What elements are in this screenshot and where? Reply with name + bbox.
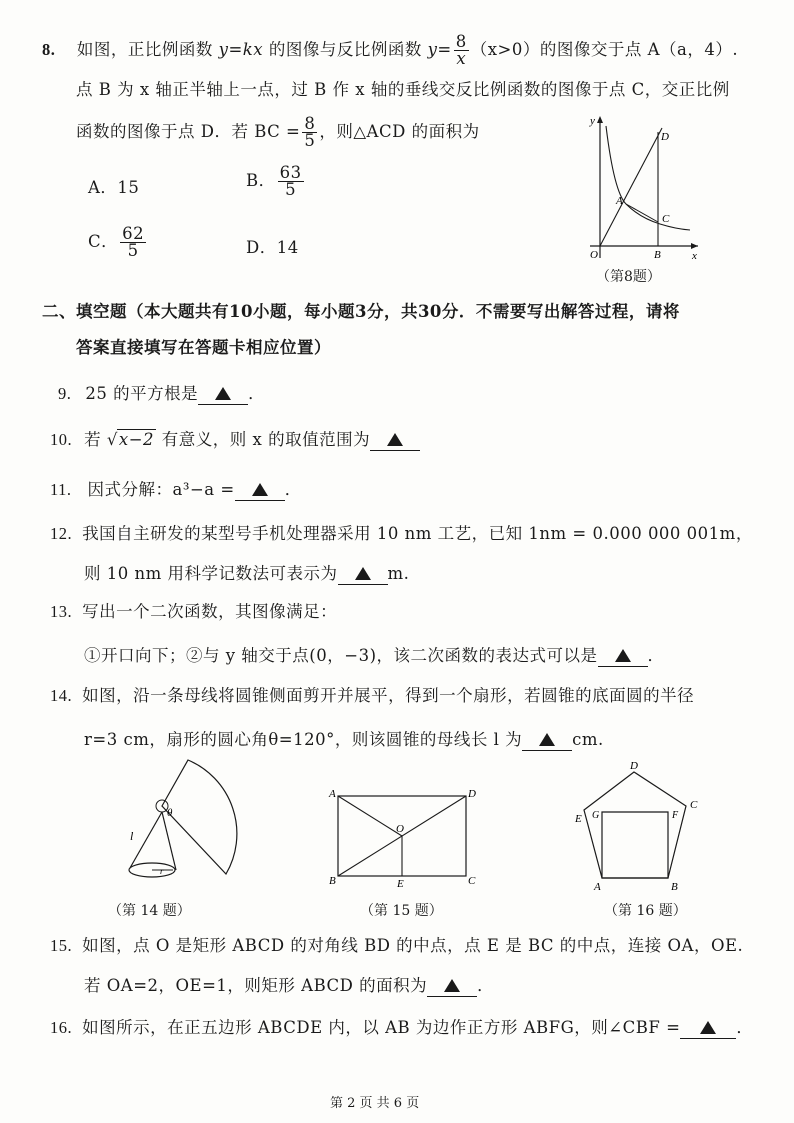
cone-right-generatrix (162, 812, 176, 870)
q14-line-2: r=3 cm，扇形的圆心角θ=120°，则该圆锥的母线长 l 为 cm. (84, 730, 604, 749)
q15-figure (324, 784, 484, 894)
q8-number: 8. (42, 40, 56, 59)
triangle-icon (539, 733, 555, 746)
q13-line-1: 13. 写出一个二次函数，其图像满足： (50, 602, 338, 621)
segment-oa (338, 796, 402, 836)
triangle-icon (252, 483, 268, 496)
q13-line-2: ①开口向下；②与 y 轴交于点(0，−3)，该二次函数的表达式可以是 ． (84, 646, 665, 665)
q8-line-1 (42, 34, 738, 67)
q16: 16. 如图所示，在正五边形 ABCDE 内，以 AB 为边作正方形 ABFG，则∠CBF = ． (50, 1018, 754, 1037)
label-e: E (575, 813, 582, 825)
inverse-curve (606, 126, 690, 230)
label-o: O (396, 823, 404, 835)
label-c: C (662, 213, 670, 225)
q8-figure (580, 112, 710, 262)
option-c: C． $\frac{62}{5}$ (88, 224, 145, 260)
q15-line-2: 若 OA=2，OE=1，则矩形 ABCD 的面积为 ． (84, 976, 495, 995)
q10: 10. 若 √x−2 有意义，则 x 的取值范围为 (50, 430, 420, 451)
label-g: G (592, 810, 600, 821)
q8-text: 的图像与反比例函数 (263, 40, 428, 59)
answer-blank (338, 564, 388, 585)
q12-line-1: 12. 我国自主研发的某型号手机处理器采用 10 nm 工艺，已知 1nm = 0.000 000 001m， (50, 524, 753, 543)
bc-fraction: $\frac{8}{5}$ (304, 114, 316, 150)
triangle-icon (215, 387, 231, 400)
label-a: A (594, 881, 601, 892)
segment-ac (626, 204, 658, 222)
q8-formula: y= (427, 40, 452, 59)
label-x: x (692, 250, 697, 262)
q16-caption: （第 16 题） (604, 903, 687, 919)
answer-blank (680, 1018, 736, 1039)
q15-caption: （第 15 题） (360, 903, 443, 919)
triangle-icon (615, 649, 631, 662)
label-d: D (661, 131, 669, 143)
option-b: B． $\frac{63}{5}$ (246, 163, 302, 199)
label-o: O (590, 249, 598, 261)
q11: 11. 因式分解：a³−a = ． (50, 480, 302, 499)
x-axis-arrow-icon (691, 243, 698, 249)
option-d: D．14 (246, 238, 299, 257)
label-r: r (160, 866, 164, 876)
answer-blank (522, 730, 572, 751)
label-d: D (468, 788, 476, 800)
q8-fraction: $\frac{8}{x}$ (455, 32, 467, 68)
q14-line-1: 14. 如图，沿一条母线将圆锥侧面剪开并展平，得到一个扇形，若圆锥的底面圆的半径 (50, 686, 695, 705)
label-c: C (690, 799, 698, 811)
label-f: F (672, 810, 679, 821)
section-heading: 二、填空题（本大题共有10小题，每小题3分，共30分．不需要写出解答过程，请将 (42, 302, 680, 321)
label-b: B (329, 875, 336, 887)
option-a: A．15 (88, 178, 140, 197)
q8-line-3: 函数的图像于点 D．若 BC = $\frac{8}{5}$ ，则△ACD 的面积为 (76, 114, 480, 150)
triangle-icon (700, 1021, 716, 1034)
label-e: E (397, 878, 404, 890)
label-b: B (671, 881, 678, 892)
q12-line-2: 则 10 nm 用科学记数法可表示为 m. (84, 564, 410, 583)
triangle-icon (444, 979, 460, 992)
triangle-icon (387, 433, 403, 446)
cone-left-generatrix (130, 812, 162, 868)
q15-line-1: 15. 如图，点 O 是矩形 ABCD 的对角线 BD 的中点，点 E 是 BC 的中点，连接 OA，OE. (50, 936, 744, 955)
q8-text: 如图，正比例函数 (76, 40, 219, 59)
label-y: y (590, 115, 595, 127)
answer-blank (598, 646, 648, 667)
sqrt-expression: x−2 (118, 430, 155, 449)
q14-figure (118, 756, 268, 896)
label-c: C (468, 875, 476, 887)
label-a: A (329, 788, 336, 800)
label-l: l (130, 829, 134, 843)
answer-blank (427, 976, 477, 997)
square-abfg (602, 812, 668, 878)
label-theta: θ (167, 807, 173, 819)
q8-text: （x>0）的图像交于点 A（a，4）. (470, 40, 739, 59)
label-b: B (654, 249, 661, 261)
answer-blank (370, 430, 420, 451)
answer-blank (235, 480, 285, 501)
q16-figure (574, 760, 704, 892)
q8-formula: y=kx (218, 40, 264, 59)
q14-caption: （第 14 题） (108, 903, 191, 919)
answer-blank (198, 384, 248, 405)
label-d: D (630, 760, 638, 772)
page-footer: 第 2 页 共 6 页 (330, 1096, 420, 1111)
section-heading-2: 答案直接填写在答题卡相应位置） (76, 338, 331, 357)
proportional-line (600, 128, 662, 246)
label-a: A (616, 195, 623, 207)
q8-caption: （第8题） (596, 269, 661, 285)
q9: 9. 25 的平方根是 ． (58, 384, 266, 403)
pentagon-abcde (584, 772, 686, 878)
q8-line-2: 点 B 为 x 轴正半轴上一点，过 B 作 x 轴的垂线交反比例函数的图像于点 C，交正比例 (76, 80, 730, 99)
y-axis-arrow-icon (597, 116, 603, 123)
triangle-icon (355, 567, 371, 580)
